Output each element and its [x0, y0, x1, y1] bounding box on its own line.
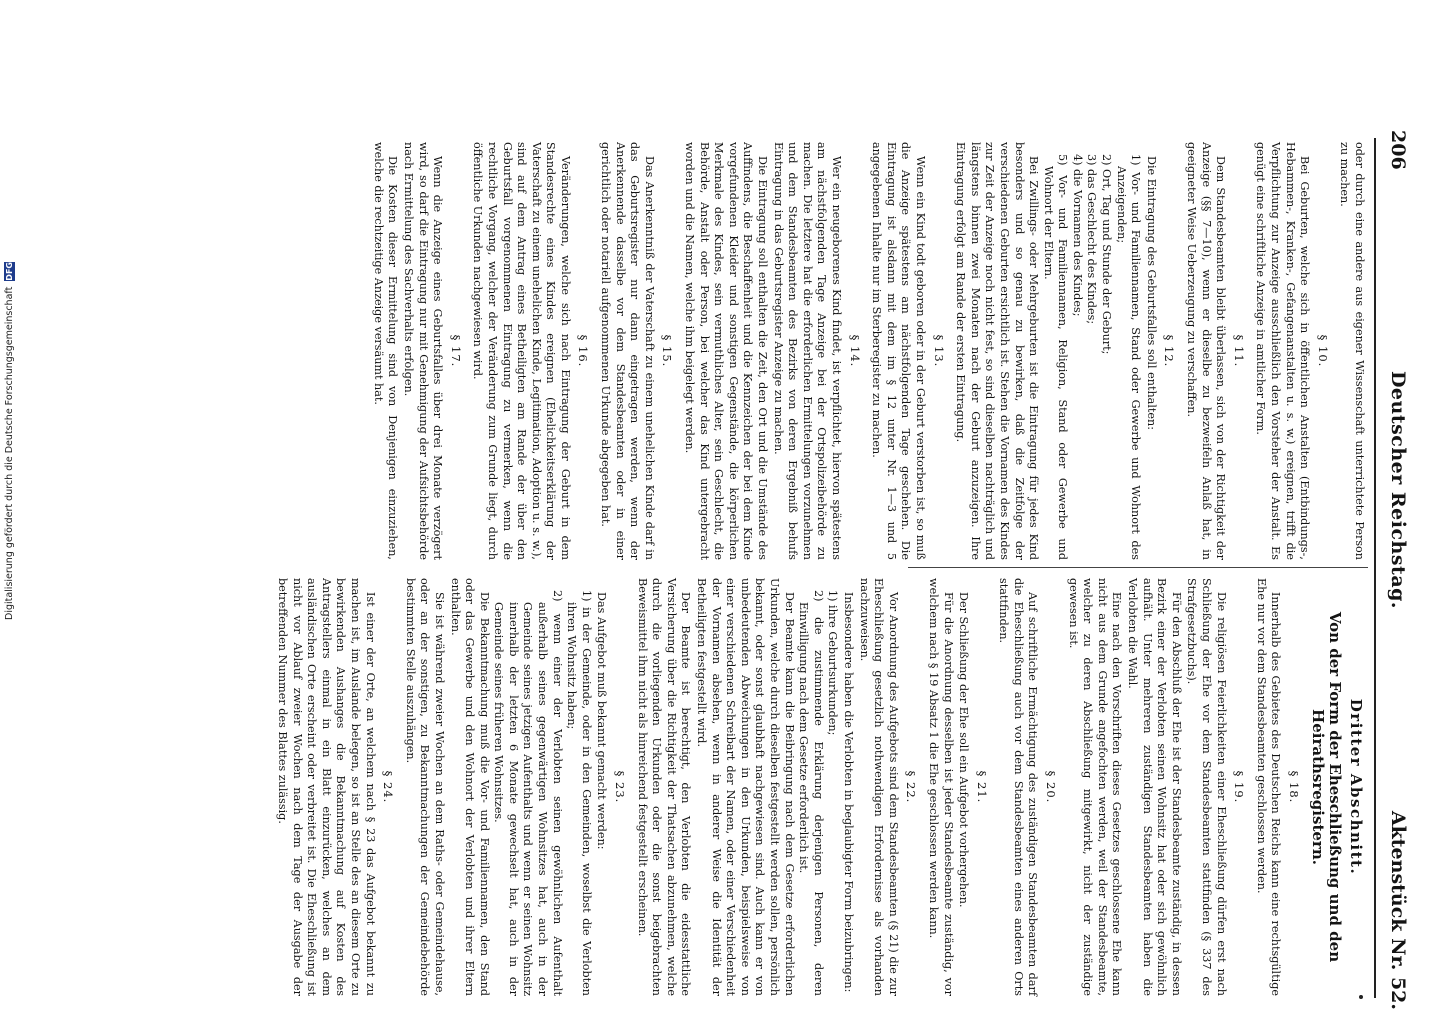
document-number: Aktenstück Nr. 52. [1387, 810, 1409, 1010]
section-number: § 22. [904, 770, 919, 804]
paragraph: Die religiösen Feierlichkeiten einer Eheschließung dürfen erst nach Schließung der Ehe vor dem Standesbeamten stattfinden (§ 337 des Strafgesetzbuchs). [1185, 578, 1228, 996]
paragraph: Auf schriftliche Ermächtigung des zuständigen Standesbeamten darf die Eheschließung auch vor dem Standesbeamten eines anderen Orts stattfinden. [997, 578, 1040, 996]
section-number: § 20. [1044, 770, 1059, 804]
list-item: 1) in der Gemeinde, oder in den Gemeinden, woselbst die Verlobten ihren Wohnsitz haben; [565, 590, 593, 996]
paragraph: oder durch eine andere aus eigener Wissenschaft unterrichtete Person zu machen. [1338, 142, 1366, 560]
paragraph: Der Schließung der Ehe soll ein Aufgebot vorhergehen. [957, 592, 971, 908]
paragraph: Das Aufgebot muß bekannt gemacht werden: [595, 592, 609, 850]
section-number: § 10. [1315, 334, 1330, 368]
page-number: 206 [1387, 130, 1409, 170]
chapter-heading: Dritter Abschnitt. [1347, 698, 1365, 876]
paragraph: Die Bekanntmachung muß die Vor- und Familiennamen, den Stand oder das Gewerbe und den Wohnort der Verlobten und ihrer Eltern enthalten. [448, 578, 491, 996]
paragraph: Für den Abschluß der Ehe ist der Standesbeamte zuständig, in dessen Bezirk einer der Verlobten seinen Wohnsitz hat oder sich gewöhnlich aufhält. Unter mehreren zuständigen Standesbeamten haben die Verlobten die Wahl. [1126, 578, 1183, 996]
paragraph: Die Eintragung des Geburtsfalles soll enthalten: [1144, 156, 1158, 431]
paragraph: Bei Zwillings- oder Mehrgeburten ist die Eintragung für jedes Kind besonders und so genau zu bewirken, daß die Zeitfolge der verschiedenen Geburten ersichtlich ist. Stehen die Vornamen des Kindes zur Zeit der Anzeige noch nicht fest, so sind dieselben nachträglich und längstens binnen zwei Monaten nach der Geburt anzuzeigen. Ihre Eintragung erfolgt am Rande der ersten Eintragung. [954, 142, 1041, 560]
paragraph: Vor Anordnung des Aufgebots sind dem Standesbeamten (§ 21) die zur Eheschließung gesetzlich nothwendigen Erfordernisse als vorhanden nachzuweisen. [857, 578, 900, 996]
column-divider [908, 567, 1368, 568]
paragraph: Der Beamte kann die Beibringung nach dem Gesetze erforderlichen Urkunden, welche durch dieselben festgestellt werden sollen, persönlich bekannt, oder sonst glaubhaft nachgewiesen sind. Auch kann er von unbedeutenden Abweichungen in den Urkunden, beispielsweise von einer verschiedenen Schreibart der Namen, oder einer Verschiedenheit der Vornamen absehen, wenn in anderer Weise die Identität der Betheiligten festgestellt wird. [695, 578, 796, 996]
paragraph: Für die Anordnung desselben ist jeder Standesbeamte zuständig, vor welchem nach § 19 Absatz 1 die Ehe geschlossen werden kann. [926, 578, 955, 996]
list-item: 1) Vor- und Familiennamen, Stand oder Gewerbe und Wohnort des Anzeigenden; [1114, 154, 1143, 560]
list-item: 2) Ort, Tag und Stunde der Geburt; [1100, 154, 1114, 355]
paragraph: Eine nach den Vorschriften dieses Gesetzes geschlossene Ehe kann nicht aus dem Grunde angefochten werden, weil der Standesbeamte, welcher zu deren Abschließung mitgewirkt, nicht der zuständige gewesen ist. [1066, 578, 1124, 996]
paragraph: Wer ein neugeborenes Kind findet, ist verpflichtet, hiervon spätestens am nächstfolgenden Tage Anzeige bei der Ortspolizeibehörde zu machen. Die letztere hat die erforderlichen Ermittelungen vorzunehmen und dem Standesbeamten des Bezirks von deren Ergebniß behufs Eintragung in das Geburtsregister Anzeige zu machen. [771, 142, 843, 560]
paragraph: Bei Geburten, welche sich in öffentlichen Anstalten (Entbindungs-, Hebammen-, Kranken-, Gefangenanstalten u. s. w.) ereignen, trifft die Verpflichtung zur Anzeige ausschließlich den Vorsteher der Anstalt. Es genügt eine schriftliche Anzeige in amtlicher Form. [1254, 142, 1312, 560]
paragraph: Das Anerkenntniß der Vaterschaft zu einem unehelichen Kinde darf in das Geburtsregister nur dann eingetragen werden, wenn der Anerkennende dasselbe vor dem Standesbeamten oder in einer gerichtlich oder notariell aufgenommenen Urkunde abgegeben hat. [599, 142, 656, 560]
paragraph: Wenn ein Kind todt geboren oder in der Geburt verstorben ist, so muß die Anzeige spätestens am nächstfolgenden Tage geschehen. Die Eintragung ist alsdann mit dem im § 12 unter Nr. 1—3 und 5 angegebenen Inhalte nur im Sterberegister zu machen. [870, 142, 927, 560]
chapter-subheading: Von der Form der Eheschließung und den Heirathsregistern. [1309, 611, 1344, 963]
section-number: § 18. [1287, 770, 1301, 804]
running-head [1378, 130, 1418, 1010]
list-item: 4) die Vornamen des Kindes; [1070, 154, 1084, 317]
list-item: 3) das Geschlecht des Kindes; [1085, 154, 1099, 325]
section-number: § 15. [660, 334, 675, 368]
paragraph: Der Beamte ist berechtigt, den Verlobten die eidesstattliche Versicherung über die Richtigkeit der Thatsachen abzunehmen, welche durch die vorliegenden Urkunden oder die sonst beigebrachten Beweismittel ihm nicht als hinreichend festgestellt erscheinen. [635, 578, 693, 996]
list-item: 2) die zustimmende Erklärung derjenigen Personen, deren Einwilligung nach dem Gesetze erforderlich ist. [797, 590, 825, 996]
paragraph: Dem Standesbeamten bleibt überlassen, sich von der Richtigkeit der Anzeige (§§ 7—10), wenn er dieselbe zu bezweifeln Anlaß hat, in geeigneter Weise Ueberzeugung zu verschaffen. [1185, 142, 1228, 560]
section-number: § 23. [613, 770, 628, 804]
paragraph: Insbesondere haben die Verlobten in beglaubigter Form beizubringen: [841, 592, 855, 993]
section-number: § 13. [931, 334, 946, 368]
right-column [276, 578, 1366, 996]
paragraph: Ist einer der Orte, an welchem nach § 23 das Aufgebot bekannt zu machen ist, im Auslande belegen, so ist an Stelle des an diesem Orte zu bewirkenden Aushanges die Bekanntmachung auf Kosten des Antragstellers einmal in ein Blatt einzurücken, welches an dem ausländischen Orte erscheint oder verbreitet ist. Die Eheschließung ist nicht vor Ablauf zweier Wochen nach dem Tage der Ausgabe der betreffenden Nummer des Blattes zulässig. [276, 578, 377, 996]
paragraph: Sie ist während zweier Wochen an dem Raths- oder Gemeindehause, oder an der sonstigen, zu Bekanntmachungen der Gemeindebehörde bestimmten Stelle auszuhängen. [403, 578, 446, 996]
section-number: § 12. [1162, 334, 1177, 368]
left-column [371, 142, 1366, 560]
dfg-logo-icon: DFG [4, 262, 14, 281]
section-number: § 19. [1232, 770, 1247, 804]
list-item: 5) Vor- und Familiennamen, Religion, Stand oder Gewerbe und Wohnort der Eltern. [1041, 154, 1070, 560]
paragraph: Die Eintragung soll enthalten die Zeit, den Ort und die Umstände des Auffindens, die Beschaffenheit und die Kennzeichen der bei dem Kinde vorgefundenen Kleider und sonstigen Gegenstände, die körperlichen Merkmale des Kindes, sein vermuthliches Alter, sein Geschlecht, die Behörde, Anstalt oder Person, bei welcher das Kind untergebracht worden und die Namen, welche ihm beigelegt werden. [683, 142, 770, 560]
list-item: 2) wenn einer der Verlobten seinen gewöhnlichen Aufenthalt außerhalb seines gegenwärtigen Wohnsitzes hat, auch in der Gemeinde seines jetzigen Aufenthalts und wenn er seinen Wohnsitz innerhalb der letzten 6 Monate gewechselt hat, auch in der Gemeinde seines früheren Wohnsitzes. [492, 590, 564, 996]
paragraph: Die Kosten dieser Ermittelung sind von Denjenigen einzuziehen, welche die rechtzeitige Anzeige versäumt hat. [371, 142, 400, 560]
section-number: § 24. [381, 770, 396, 804]
section-number: § 17. [448, 334, 463, 368]
section-number: § 11. [1231, 334, 1246, 368]
paragraph: Veränderungen, welche sich nach Eintragung der Geburt in dem Standesrechte eines Kindes ereignen (Ehelichkeitserklärung der Vaterschaft zu einem unehelichen Kinde, Legitimation, Adoption u. s. w.), sind auf dem Antrag eines Betheiligten am Rande der über den Geburtsfall vorgenommenen Eintragung zu vermerken, wenn die rechtliche Vorgang, welcher der Veränderung zum Grunde liegt, durch öffentliche Urkunden nachgewiesen wird. [471, 142, 572, 560]
paragraph: Wenn die Anzeige eines Geburtsfalles über drei Monate verzögert wird, so darf die Eintragung nur mit Genehmigung der Aufsichtsbehörde nach Ermittelung des Sachverhalts erfolgen. [401, 142, 445, 560]
section-number: § 21. [974, 770, 989, 804]
section-number: § 16. [576, 334, 591, 368]
digitization-credit [2, 262, 16, 620]
journal-title: Deutscher Reichstag. [1387, 370, 1409, 610]
section-number: § 14. [847, 334, 862, 368]
credit-text: Digitalisierung gefördert durch die Deutsche Forschungsgemeinschaft [3, 286, 15, 620]
paragraph: Innerhalb des Gebietes des Deutschen Reichs kann eine rechtsgültige Ehe nur vor dem Standesbeamten geschlossen werden. [1254, 578, 1283, 996]
header-rule [1374, 138, 1376, 998]
list-item: 1) ihre Geburtsurkunden; [826, 590, 840, 736]
